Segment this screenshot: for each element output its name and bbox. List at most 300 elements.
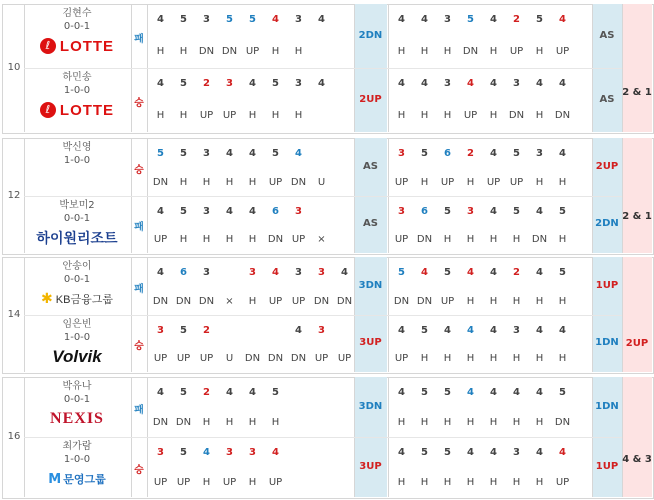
match-result-mark: 패 — [134, 283, 144, 295]
hole-status: H — [248, 295, 257, 307]
hole-status: H — [512, 477, 521, 488]
player-card[interactable] — [24, 315, 130, 373]
hole-status: H — [179, 46, 188, 57]
final-score: 2UP — [625, 338, 649, 350]
player-card[interactable] — [24, 257, 130, 315]
hole-status: DN — [198, 46, 215, 57]
sponsor-logo — [24, 347, 130, 367]
midpoint-status: 3UP — [359, 337, 382, 349]
hole-score: 4 — [226, 148, 233, 159]
hole-status: H — [466, 353, 475, 365]
player-name: 임은빈 — [62, 318, 92, 330]
hole-status: DN — [416, 295, 433, 307]
hole-score: 2 — [203, 324, 210, 336]
hole-score — [218, 261, 241, 285]
hole-score: 2 — [203, 78, 210, 89]
group-number: 16 — [7, 431, 21, 442]
hole-status: UP — [153, 353, 168, 365]
hole-status: H — [420, 176, 429, 188]
hole-score: 4 — [559, 447, 566, 458]
hole-score: 5 — [559, 205, 566, 217]
hole-status: DN — [393, 295, 410, 307]
player-record: 0-0-1 — [63, 21, 91, 32]
hole-score: 4 — [490, 205, 497, 217]
column-divider — [622, 257, 623, 372]
hole-status: DN — [221, 46, 238, 57]
hole-status: UP — [176, 353, 191, 365]
hole-status: UP — [291, 234, 306, 246]
final-result-column — [622, 4, 652, 132]
munyoung-emblem-icon: M — [48, 471, 62, 487]
midpoint-status: AS — [363, 218, 378, 230]
hole-status: H — [248, 234, 257, 246]
hole-status: UP — [394, 353, 409, 365]
player-record: 1-0-0 — [63, 155, 91, 166]
hole-status: H — [535, 176, 544, 188]
hole-status: H — [489, 110, 498, 121]
player-card[interactable] — [24, 196, 130, 254]
hole-score: 4 — [272, 447, 279, 458]
hole-score: 5 — [180, 324, 187, 336]
final-score: 2 & 1 — [622, 211, 652, 223]
group-number: 14 — [7, 308, 21, 320]
hole-score: 4 — [272, 14, 279, 25]
midpoint-status: AS — [363, 160, 378, 172]
hole-score: 4 — [226, 387, 233, 398]
hole-score: 4 — [249, 387, 256, 398]
hole-score: 5 — [559, 267, 566, 278]
hole-status: H — [466, 234, 475, 246]
hole-score: 3 — [467, 205, 474, 217]
hole-score: 4 — [536, 205, 543, 217]
hole-score: 5 — [180, 148, 187, 159]
midpoint-status: 2DN — [358, 30, 383, 41]
hole-score: 2 — [203, 387, 210, 398]
hole-status: × — [225, 295, 234, 307]
hole-score: 3 — [295, 205, 302, 217]
hole-status: H — [489, 234, 498, 246]
hole-status: DN — [554, 417, 571, 428]
hole-score: 3 — [157, 324, 164, 336]
hole-score: 3 — [318, 267, 325, 278]
sponsor-logo — [24, 100, 130, 120]
hole-status: H — [202, 477, 211, 488]
hole-status: U — [225, 353, 234, 365]
hole-score: 3 — [513, 324, 520, 336]
hole-status: H — [466, 176, 475, 188]
hole-score: 4 — [398, 14, 405, 25]
player-card[interactable] — [24, 377, 130, 437]
hole-status: DN — [336, 295, 353, 307]
match-result-mark: 패 — [134, 405, 144, 416]
sponsor-logo-text: NEXIS — [50, 410, 104, 427]
hole-score: 3 — [398, 205, 405, 217]
hole-status: UP — [268, 477, 283, 488]
hole-status: H — [271, 110, 280, 121]
end-status: 2UP — [595, 160, 619, 172]
hole-status — [310, 40, 333, 64]
hole-score: 4 — [318, 78, 325, 89]
hole-status: H — [489, 417, 498, 428]
hole-score: 5 — [272, 148, 279, 159]
hole-status: H — [558, 176, 567, 188]
hole-score: 4 — [398, 387, 405, 398]
hole-score: 4 — [226, 205, 233, 217]
hole-score: 5 — [157, 148, 164, 159]
hole-status: DN — [554, 110, 571, 121]
player-card[interactable] — [24, 138, 130, 196]
hole-status — [287, 471, 310, 495]
hole-status: H — [535, 110, 544, 121]
player-card[interactable] — [24, 4, 130, 68]
hole-status: UP — [291, 295, 306, 307]
hole-status: DN — [313, 295, 330, 307]
hole-status: UP — [394, 234, 409, 246]
hole-score: 6 — [421, 205, 428, 217]
hole-status: DN — [175, 295, 192, 307]
hole-status: DN — [267, 353, 284, 365]
hole-score: 4 — [157, 14, 164, 25]
hole-score: 3 — [203, 148, 210, 159]
hole-score: 4 — [249, 78, 256, 89]
hole-score — [241, 319, 264, 343]
hole-status: UP — [555, 477, 570, 488]
end-status: 2DN — [595, 218, 619, 230]
hole-score: 5 — [421, 387, 428, 398]
hole-status: H — [156, 46, 165, 57]
hole-status: H — [225, 234, 234, 246]
hole-status: H — [558, 353, 567, 365]
hole-score: 4 — [536, 78, 543, 89]
column-divider — [622, 138, 623, 253]
hole-score: 4 — [490, 324, 497, 336]
hole-status: H — [512, 417, 521, 428]
hole-status: UP — [509, 46, 524, 57]
hole-status: UP — [440, 295, 455, 307]
hole-score — [310, 200, 333, 224]
match-result-mark: 패 — [134, 222, 144, 234]
lotte-emblem-icon: ℓ — [40, 38, 56, 54]
hole-status: H — [202, 234, 211, 246]
hole-score: 4 — [444, 324, 451, 336]
hole-status: H — [179, 176, 188, 188]
midpoint-status: 2UP — [359, 94, 382, 105]
hole-score: 4 — [398, 447, 405, 458]
hole-score: 4 — [490, 14, 497, 25]
hole-score: 5 — [272, 78, 279, 89]
hole-score: 3 — [203, 14, 210, 25]
hole-score: 4 — [467, 267, 474, 278]
match-result-mark: 승 — [134, 465, 144, 476]
hole-score: 4 — [295, 148, 302, 159]
hole-score: 2 — [467, 148, 474, 159]
hole-status: H — [248, 110, 257, 121]
hole-score: 5 — [180, 447, 187, 458]
hole-score: 3 — [513, 447, 520, 458]
hole-status: H — [489, 46, 498, 57]
match-result-mark: 승 — [134, 164, 144, 176]
column-divider — [622, 377, 623, 497]
hole-status: H — [443, 234, 452, 246]
hole-score: 4 — [467, 78, 474, 89]
hole-status: H — [489, 295, 498, 307]
hole-status: H — [512, 353, 521, 365]
hole-score: 3 — [249, 447, 256, 458]
hole-status: UP — [153, 234, 168, 246]
hole-score: 4 — [421, 14, 428, 25]
hole-score: 6 — [272, 205, 279, 217]
hole-score: 5 — [272, 387, 279, 398]
sponsor-logo-text: KB금융그룹 — [55, 294, 113, 306]
hole-status: UP — [199, 110, 214, 121]
sponsor-logo-text: 문영그룹 — [63, 474, 106, 486]
sponsor-logo — [24, 36, 130, 56]
hole-status: UP — [555, 46, 570, 57]
hole-score: 4 — [559, 148, 566, 159]
hole-score: 4 — [559, 324, 566, 336]
hole-score: 3 — [398, 148, 405, 159]
hole-score: 4 — [536, 324, 543, 336]
final-result-column — [622, 257, 652, 372]
hole-status: H — [512, 295, 521, 307]
hole-status: H — [420, 477, 429, 488]
hole-status: H — [294, 46, 303, 57]
hole-status: UP — [222, 110, 237, 121]
match-result-mark: 패 — [134, 34, 144, 45]
final-result-column — [622, 138, 652, 253]
player-name: 박보미2 — [59, 199, 95, 211]
final-score: 2 & 1 — [622, 87, 652, 98]
hole-status: DN — [531, 234, 548, 246]
hole-status: × — [317, 234, 326, 246]
hole-status: H — [294, 110, 303, 121]
hole-score: 5 — [226, 14, 233, 25]
hole-status: H — [466, 295, 475, 307]
hole-score: 3 — [295, 267, 302, 278]
hole-status: H — [443, 110, 452, 121]
hole-status — [310, 471, 333, 495]
hole-status: DN — [462, 46, 479, 57]
hole-score: 6 — [180, 267, 187, 278]
hole-status: UP — [245, 46, 260, 57]
hole-status: H — [443, 477, 452, 488]
hole-status: H — [248, 176, 257, 188]
end-status: 1UP — [595, 461, 619, 472]
match-result-mark: 승 — [134, 341, 144, 353]
hole-status: UP — [153, 477, 168, 488]
hole-status — [287, 411, 310, 435]
hole-score — [310, 441, 333, 465]
hole-status: H — [202, 417, 211, 428]
hole-status — [310, 411, 333, 435]
hole-score: 3 — [226, 447, 233, 458]
hole-score: 4 — [421, 78, 428, 89]
hole-status: H — [397, 110, 406, 121]
hole-status: H — [179, 234, 188, 246]
end-status: 1DN — [595, 401, 619, 412]
hole-status: DN — [267, 234, 284, 246]
hole-score: 5 — [467, 14, 474, 25]
player-record: 0-0-1 — [63, 212, 91, 224]
lotte-emblem-icon: ℓ — [40, 102, 56, 118]
hole-score: 4 — [490, 447, 497, 458]
hole-status: H — [558, 234, 567, 246]
hole-score: 5 — [421, 447, 428, 458]
hole-score: 4 — [536, 387, 543, 398]
hole-score: 4 — [467, 387, 474, 398]
match-result-mark: 승 — [134, 98, 144, 109]
sponsor-logo-text: Volvik — [52, 346, 102, 366]
hole-score — [310, 142, 333, 166]
hole-score: 5 — [536, 14, 543, 25]
hole-score: 5 — [513, 148, 520, 159]
player-record: 0-0-1 — [63, 274, 91, 285]
player-name: 박신영 — [62, 142, 92, 153]
hole-score: 5 — [249, 14, 256, 25]
hole-score: 4 — [249, 205, 256, 217]
hole-status: UP — [268, 176, 283, 188]
hole-status: H — [489, 353, 498, 365]
hole-status: UP — [509, 176, 524, 188]
sponsor-logo — [24, 228, 130, 248]
hole-score: 5 — [444, 267, 451, 278]
hole-status: H — [443, 417, 452, 428]
hole-status: UP — [486, 176, 501, 188]
hole-score: 4 — [157, 205, 164, 217]
hole-status: UP — [222, 477, 237, 488]
hole-score: 3 — [444, 14, 451, 25]
player-card[interactable] — [24, 437, 130, 497]
hole-status: H — [466, 477, 475, 488]
player-record: 1-0-0 — [63, 454, 91, 465]
player-name: 최가람 — [62, 441, 92, 452]
hole-status: DN — [175, 417, 192, 428]
player-card[interactable] — [24, 68, 130, 132]
hole-status: H — [202, 176, 211, 188]
player-record: 1-0-0 — [63, 85, 91, 96]
hole-status: H — [420, 353, 429, 365]
sponsor-logo — [24, 469, 130, 489]
hole-status: H — [535, 46, 544, 57]
player-name: 김현수 — [62, 8, 92, 19]
hole-status: U — [317, 176, 326, 188]
hole-score: 2 — [513, 267, 520, 278]
hole-status: H — [535, 353, 544, 365]
hole-status: DN — [416, 234, 433, 246]
hole-status: DN — [152, 176, 169, 188]
hole-status: UP — [199, 353, 214, 365]
group-number: 10 — [7, 62, 21, 73]
hole-score: 3 — [295, 14, 302, 25]
hole-status — [310, 104, 333, 128]
end-status: 1UP — [595, 279, 619, 291]
hole-score — [287, 441, 310, 465]
hole-status: H — [179, 110, 188, 121]
sponsor-logo-text: 하이원리조트 — [36, 229, 118, 246]
hole-score: 3 — [203, 267, 210, 278]
player-name: 하민송 — [62, 72, 92, 83]
hole-score: 5 — [180, 14, 187, 25]
hole-score: 4 — [295, 324, 302, 336]
hole-score: 5 — [180, 205, 187, 217]
hole-status: H — [397, 417, 406, 428]
hole-score: 4 — [398, 78, 405, 89]
hole-score: 4 — [341, 267, 348, 278]
final-result-column — [622, 377, 652, 497]
player-record: 0-0-1 — [63, 394, 91, 405]
end-status: AS — [599, 94, 615, 105]
hole-status: H — [248, 477, 257, 488]
column-divider — [622, 4, 623, 132]
hole-score: 4 — [157, 267, 164, 278]
hole-score — [310, 381, 333, 405]
sponsor-logo — [24, 289, 130, 309]
hole-score: 3 — [536, 148, 543, 159]
hole-score: 5 — [180, 78, 187, 89]
hole-status: UP — [394, 176, 409, 188]
hole-status: H — [271, 46, 280, 57]
hole-status: DN — [290, 353, 307, 365]
player-name: 안송이 — [62, 261, 92, 272]
hole-score: 4 — [490, 148, 497, 159]
hole-status: H — [420, 417, 429, 428]
hole-score: 4 — [490, 387, 497, 398]
hole-status: H — [397, 46, 406, 57]
hole-score: 4 — [157, 387, 164, 398]
kb-star-icon: ✱ — [41, 291, 53, 307]
hole-status: H — [443, 353, 452, 365]
hole-status: DN — [152, 417, 169, 428]
hole-score: 4 — [421, 267, 428, 278]
hole-score — [333, 319, 356, 343]
hole-score: 4 — [398, 324, 405, 336]
hole-score: 4 — [203, 447, 210, 458]
hole-score: 3 — [318, 324, 325, 336]
hole-score: 5 — [444, 447, 451, 458]
hole-status: H — [535, 295, 544, 307]
hole-score: 3 — [513, 78, 520, 89]
hole-status: H — [248, 417, 257, 428]
hole-score: 4 — [559, 78, 566, 89]
hole-score: 4 — [318, 14, 325, 25]
player-record: 1-0-0 — [63, 331, 91, 343]
hole-status: H — [443, 46, 452, 57]
end-status: 1DN — [595, 337, 619, 349]
hole-score: 5 — [513, 205, 520, 217]
hole-status: DN — [244, 353, 261, 365]
hole-status: H — [535, 417, 544, 428]
hole-score: 4 — [536, 447, 543, 458]
hole-score: 6 — [444, 148, 451, 159]
hole-score — [287, 381, 310, 405]
hole-score: 4 — [272, 267, 279, 278]
hole-status: H — [225, 176, 234, 188]
midpoint-status: 3UP — [359, 461, 382, 472]
hole-status: H — [535, 477, 544, 488]
hole-score: 5 — [421, 324, 428, 336]
hole-status: H — [271, 417, 280, 428]
sponsor-logo-text: LOTTE — [59, 101, 115, 119]
hole-score: 4 — [536, 267, 543, 278]
hole-score — [218, 319, 241, 343]
hole-score: 3 — [249, 267, 256, 278]
hole-score: 2 — [513, 14, 520, 25]
sponsor-logo-text: LOTTE — [59, 37, 115, 55]
midpoint-status: 3DN — [358, 279, 383, 291]
group-number: 12 — [7, 189, 21, 201]
hole-status: UP — [440, 176, 455, 188]
hole-score: 4 — [467, 447, 474, 458]
